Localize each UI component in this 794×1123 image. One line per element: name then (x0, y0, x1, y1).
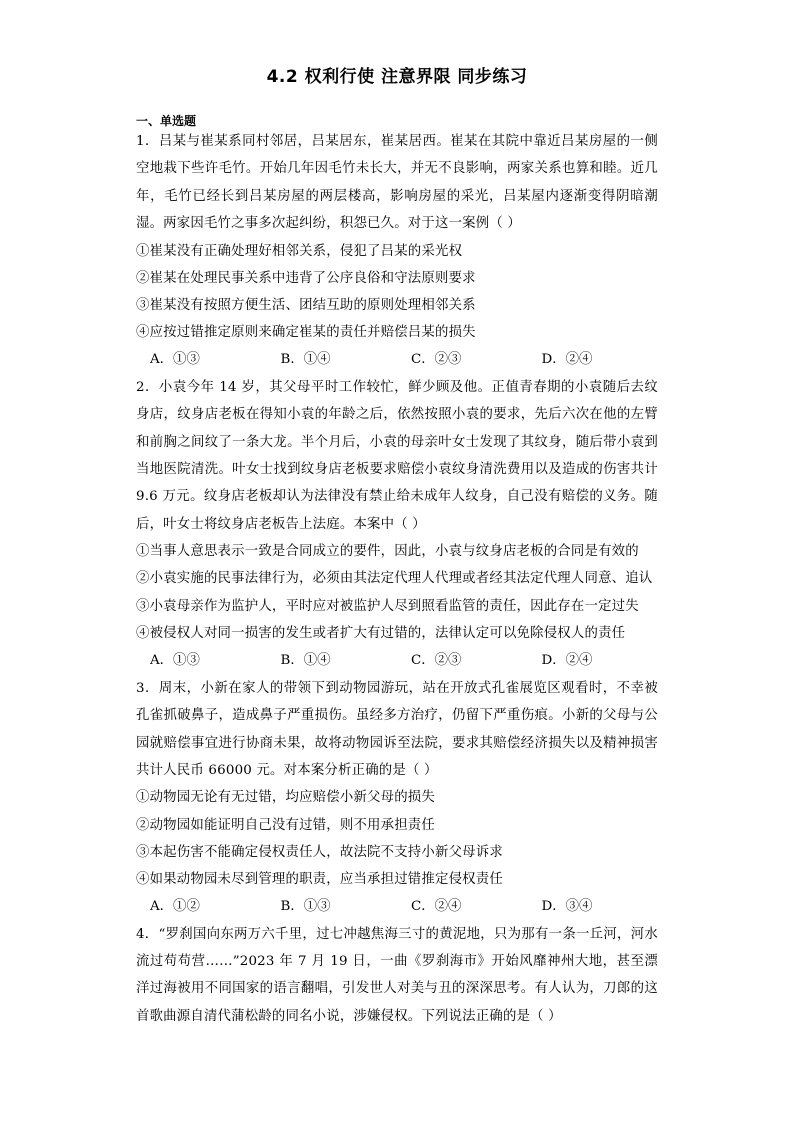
question-stem: 3．周末，小新在家人的带领下到动物园游玩，站在开放式孔雀展览区观看时，不幸被孔雀抓破鼻子，造成鼻子严重损伤。虽经多方治疗，仍留下严重伤痕。小新的父母与公园就赔偿事宜进行协商未果，故将动物园诉至法院，要求其赔偿经济损失以及精神损害共计人民币 66000 元。对本案分析正确的是（ ） (136, 680, 658, 778)
choice-b[interactable]: B．①④ (280, 352, 331, 368)
choice-b[interactable]: B．①④ (280, 653, 331, 669)
page-title: 4.2 权利行使 注意界限 同步练习 (266, 67, 528, 87)
question-4 (136, 921, 658, 1031)
choice-d[interactable]: D．②④ (541, 653, 593, 669)
statement-option: ③本起伤害不能确定侵权责任人，故法院不支持小新父母诉求 (136, 844, 503, 860)
section-heading: 一、单选题 (136, 114, 197, 128)
choice-a[interactable]: A．①③ (150, 653, 200, 669)
statement-option: ①当事人意思表示一致是合同成立的要件，因此，小袁与纹身店老板的合同是有效的 (136, 544, 639, 560)
answer-choices (136, 346, 658, 373)
question-list (136, 128, 658, 1030)
choice-d[interactable]: D．③④ (541, 899, 593, 915)
statement-option: ①动物园无论有无过错，均应赔偿小新父母的损失 (136, 790, 435, 806)
statement-option: ④如果动物园未尽到管理的职责，应当承担过错推定侵权责任 (136, 871, 503, 887)
question-1 (136, 128, 658, 374)
choice-b[interactable]: B．①③ (280, 899, 331, 915)
question-2 (136, 374, 658, 675)
statement-option: ②动物园如能证明自己没有过错，则不用承担责任 (136, 817, 435, 833)
answer-choices (136, 893, 658, 920)
statement-option: ③小袁母亲作为监护人，平时应对被监护人尽到照看监管的责任，因此存在一定过失 (136, 598, 639, 614)
statement-option: ①崔某没有正确处理好相邻关系，侵犯了吕某的采光权 (136, 243, 463, 259)
statement-option: ③崔某没有按照方便生活、团结互助的原则处理相邻关系 (136, 298, 476, 314)
statement-option: ②小袁实施的民事法律行为，必须由其法定代理人代理或者经其法定代理人同意、追认 (136, 571, 653, 587)
choice-a[interactable]: A．①② (150, 899, 200, 915)
question-stem: 4．“罗刹国向东两万六千里，过七冲越焦海三寸的黄泥地，只为那有一条一丘河，河水流过苟苟营……”2023 年 7 月 19 日，一曲《罗刹海市》开始风靡神州大地，甚至漂洋过海被用不同国家的语言翻唱，引发世人对美与丑的深深思考。有人认为，刀郎的这首歌曲源自清代蒲松龄的同名小说，涉嫌侵权。下列说法正确的是（ ） (136, 926, 658, 1024)
choice-d[interactable]: D．②④ (541, 352, 593, 368)
choice-a[interactable]: A．①③ (150, 352, 200, 368)
statement-option: ②崔某在处理民事关系中违背了公序良俗和守法原则要求 (136, 270, 476, 286)
statement-option: ④被侵权人对同一损害的发生或者扩大有过错的，法律认定可以免除侵权人的责任 (136, 626, 626, 642)
choice-c[interactable]: C．②③ (411, 352, 462, 368)
answer-choices (136, 647, 658, 674)
question-stem: 2．小袁今年 14 岁，其父母平时工作较忙，鲜少顾及他。正值青春期的小袁随后去纹身店，纹身店老板在得知小袁的年龄之后，依然按照小袁的要求，先后六次在他的左臂和前胸之间纹了一条大龙。半个月后，小袁的母亲叶女士发现了其纹身，随后带小袁到当地医院清洗。叶女士找到纹身店老板要求赔偿小袁纹身清洗费用以及造成的伤害共计 9.6 万元。纹身店老板却认为法律没有禁止给未成年人纹身，自己没有赔偿的义务。随后，叶女士将纹身店老板告上法庭。本案中（ ） (136, 379, 658, 532)
question-3 (136, 675, 658, 921)
choice-c[interactable]: C．②④ (411, 899, 462, 915)
question-stem: 1．吕某与崔某系同村邻居，吕某居东，崔某居西。崔某在其院中靠近吕某房屋的一侧空地栽下些许毛竹。开始几年因毛竹未长大，并无不良影响，两家关系也算和睦。近几年，毛竹已经长到吕某房屋的两层楼高，影响房屋的采光，吕某屋内逐渐变得阴暗潮湿。两家因毛竹之事多次起纠纷，积怨已久。对于这一案例（ ） (136, 134, 658, 232)
choice-c[interactable]: C．②③ (411, 653, 462, 669)
statement-option: ④应按过错推定原则来确定崔某的责任并赔偿吕某的损失 (136, 325, 476, 341)
